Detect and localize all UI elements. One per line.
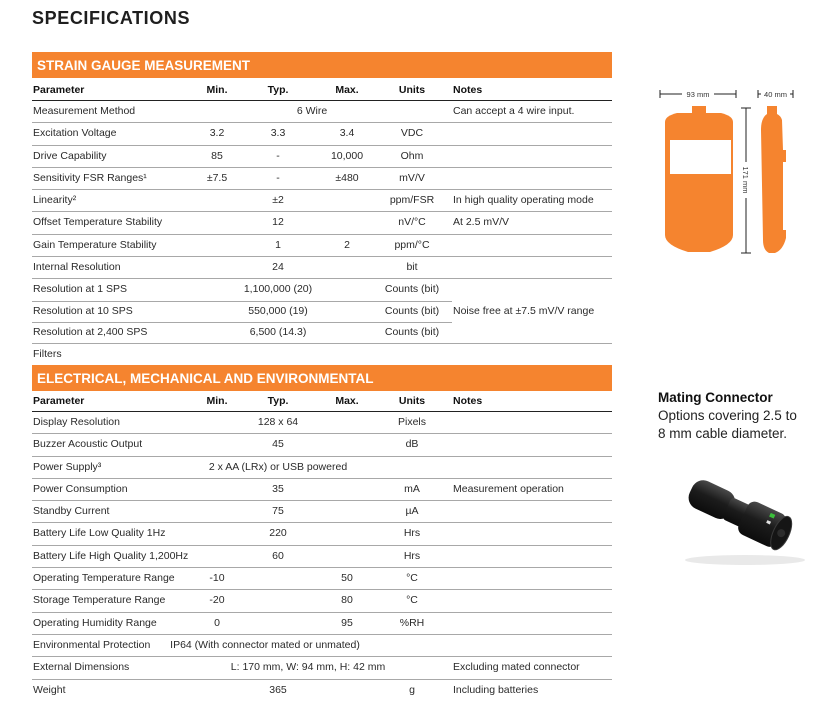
device-dimension-diagram bbox=[655, 80, 825, 255]
units-cell-text: mV/V bbox=[399, 171, 425, 184]
table-row bbox=[32, 657, 612, 679]
parameter-cell: Power Consumption bbox=[33, 482, 128, 495]
typ-cell-text: 35 bbox=[272, 482, 284, 495]
table-row bbox=[32, 523, 612, 545]
table-header-row bbox=[32, 80, 612, 101]
parameter-cell: Measurement Method bbox=[33, 105, 136, 117]
mating-connector-caption bbox=[658, 389, 828, 443]
merged-value-cell-text: IP64 (With connector mated or unmated) bbox=[170, 638, 360, 651]
table-row bbox=[32, 123, 612, 145]
column-header-min-text: Min. bbox=[206, 395, 228, 407]
mating-connector-description-line-2: 8 mm cable diameter. bbox=[658, 426, 788, 441]
mating-connector-image bbox=[655, 460, 825, 570]
min-cell-text: ±7.5 bbox=[206, 171, 228, 184]
min-cell-text: 85 bbox=[211, 149, 223, 162]
parameter-cell: Battery Life Low Quality 1Hz bbox=[33, 527, 166, 540]
column-header-parameter: Parameter bbox=[33, 395, 85, 407]
parameter-cell: Power Supply³ bbox=[33, 460, 102, 473]
typ-cell-text: 12 bbox=[272, 216, 284, 229]
parameter-cell: Sensitivity FSR Ranges¹ bbox=[33, 171, 147, 184]
units-cell-text: bit bbox=[406, 261, 418, 274]
table-row bbox=[32, 434, 612, 456]
units-cell-text: Hrs bbox=[403, 527, 421, 540]
merged-value-cell-text: 2 x AA (LRx) or USB powered bbox=[208, 460, 348, 473]
parameter-cell: Resolution at 1 SPS bbox=[33, 283, 127, 296]
typ-cell-text: 128 x 64 bbox=[257, 416, 299, 428]
typ-cell-text: 24 bbox=[272, 261, 284, 274]
parameter-cell: External Dimensions bbox=[33, 661, 130, 674]
parameter-cell: Offset Temperature Stability bbox=[33, 216, 163, 229]
parameter-cell: Filters bbox=[33, 348, 62, 361]
table-row bbox=[32, 190, 612, 212]
typ-cell-text: ±2 bbox=[272, 194, 284, 207]
typ-cell-text: - bbox=[276, 171, 280, 184]
table-row bbox=[32, 635, 612, 657]
units-cell-text: °C bbox=[406, 572, 418, 585]
typ-cell-text: 1,100,000 (20) bbox=[243, 283, 313, 296]
table-row bbox=[32, 235, 612, 257]
parameter-cell: Standby Current bbox=[33, 505, 110, 518]
typ-cell-text: 60 bbox=[272, 549, 284, 562]
units-cell-text: °C bbox=[406, 594, 418, 607]
table-row bbox=[32, 479, 612, 501]
front-view-device bbox=[665, 106, 733, 252]
table-row bbox=[32, 546, 612, 568]
parameter-cell: Buzzer Acoustic Output bbox=[33, 438, 143, 451]
table-row bbox=[32, 168, 612, 190]
merged-value-cell-text: L: 170 mm, W: 94 mm, H: 42 mm bbox=[230, 661, 386, 674]
width-label: 93 mm bbox=[686, 90, 710, 99]
column-header-parameter: Parameter bbox=[33, 84, 85, 96]
section-header-electrical: ELECTRICAL, MECHANICAL AND ENVIRONMENTAL bbox=[32, 365, 612, 391]
typ-cell-text: 75 bbox=[272, 505, 284, 518]
table-row bbox=[32, 412, 612, 434]
units-cell-text: g bbox=[409, 683, 415, 696]
height-dimension-line bbox=[741, 108, 751, 253]
typ-cell-text: 220 bbox=[269, 527, 287, 540]
units-cell-text: Pixels bbox=[397, 416, 427, 428]
notes-cell: Measurement operation bbox=[453, 482, 564, 495]
min-cell-text: -10 bbox=[209, 572, 225, 585]
parameter-cell: Resolution at 10 SPS bbox=[33, 304, 133, 317]
merged-value-cell-text: 6 Wire bbox=[296, 105, 328, 117]
height-label: 171 mm bbox=[741, 166, 750, 194]
column-header-max-text: Max. bbox=[335, 395, 359, 407]
column-header-typ-text: Typ. bbox=[267, 84, 289, 96]
electrical-table bbox=[32, 391, 612, 701]
units-cell-text: Hrs bbox=[403, 549, 421, 562]
parameter-cell: Environmental Protection bbox=[33, 638, 151, 651]
table-row bbox=[32, 101, 612, 123]
typ-cell-text: 365 bbox=[269, 683, 287, 696]
table-row bbox=[32, 146, 612, 168]
typ-cell-text: 45 bbox=[272, 438, 284, 451]
units-cell-text: %RH bbox=[399, 616, 425, 629]
units-cell-text: VDC bbox=[400, 127, 424, 140]
parameter-cell: Operating Temperature Range bbox=[33, 572, 175, 585]
typ-cell-text: 1 bbox=[275, 238, 281, 251]
table-row bbox=[32, 680, 612, 701]
table-header-row bbox=[32, 391, 612, 412]
parameter-cell: Storage Temperature Range bbox=[33, 594, 166, 607]
notes-cell: In high quality operating mode bbox=[453, 194, 594, 207]
units-cell-text: Counts (bit) bbox=[384, 304, 440, 317]
max-cell-text: 95 bbox=[341, 616, 353, 629]
width-dimension-line bbox=[660, 90, 736, 99]
parameter-cell: Battery Life High Quality 1,200Hz bbox=[33, 549, 189, 562]
notes-cell: At 2.5 mV/V bbox=[453, 216, 510, 229]
column-header-notes: Notes bbox=[453, 395, 483, 407]
parameter-cell: Gain Temperature Stability bbox=[33, 238, 157, 251]
units-cell-text: ppm/FSR bbox=[389, 194, 435, 207]
table-row bbox=[32, 457, 612, 479]
display-screen bbox=[670, 140, 731, 174]
table-row bbox=[32, 212, 612, 234]
parameter-cell: Internal Resolution bbox=[33, 261, 121, 274]
mating-connector-description-line-1: Options covering 2.5 to bbox=[658, 408, 797, 423]
min-cell-text: 3.2 bbox=[209, 127, 225, 140]
column-header-notes: Notes bbox=[453, 84, 483, 96]
table-row bbox=[32, 590, 612, 612]
table-row bbox=[32, 501, 612, 523]
typ-cell-text: 3.3 bbox=[270, 127, 286, 140]
units-cell-text: Counts (bit) bbox=[384, 325, 440, 338]
table-row bbox=[32, 322, 612, 344]
max-cell-text: 10,000 bbox=[330, 149, 364, 162]
max-cell-text: 80 bbox=[341, 594, 353, 607]
parameter-cell: Linearity² bbox=[33, 194, 77, 207]
table-row bbox=[32, 279, 612, 300]
notes-cell: Can accept a 4 wire input. bbox=[453, 105, 575, 117]
table-row bbox=[32, 257, 612, 279]
units-cell-text: mA bbox=[404, 482, 420, 495]
units-cell-text: µA bbox=[405, 505, 419, 518]
table-row bbox=[32, 344, 612, 365]
max-cell-text: 50 bbox=[341, 572, 353, 585]
min-cell-text: -20 bbox=[209, 594, 225, 607]
units-cell-text: ppm/°C bbox=[394, 238, 430, 251]
table-row bbox=[32, 613, 612, 635]
side-view-device bbox=[761, 106, 786, 253]
parameter-cell: Resolution at 2,400 SPS bbox=[33, 325, 148, 338]
max-cell-text: 3.4 bbox=[339, 127, 355, 140]
column-header-max-text: Max. bbox=[335, 84, 359, 96]
notes-cell: Noise free at ±7.5 mV/V range bbox=[453, 304, 595, 317]
min-cell-text: 0 bbox=[214, 616, 220, 629]
column-header-typ-text: Typ. bbox=[267, 395, 289, 407]
section-header-strain-gauge: STRAIN GAUGE MEASUREMENT bbox=[32, 52, 612, 78]
notes-cell: Including batteries bbox=[453, 683, 539, 696]
notes-cell: Excluding mated connector bbox=[453, 661, 580, 674]
parameter-cell: Weight bbox=[33, 683, 66, 696]
parameter-cell: Drive Capability bbox=[33, 149, 107, 162]
parameter-cell: Display Resolution bbox=[33, 416, 120, 428]
page-title: SPECIFICATIONS bbox=[32, 8, 191, 28]
units-cell-text: Ohm bbox=[400, 149, 424, 162]
max-cell-text: ±480 bbox=[335, 171, 359, 184]
units-cell-text: Counts (bit) bbox=[384, 283, 440, 296]
units-cell-text: dB bbox=[405, 438, 419, 451]
table-row bbox=[32, 568, 612, 590]
parameter-cell: Excitation Voltage bbox=[33, 127, 117, 140]
column-header-units-text: Units bbox=[398, 395, 426, 407]
max-cell-text: 2 bbox=[344, 238, 350, 251]
depth-dimension-line bbox=[758, 90, 793, 99]
depth-label: 40 mm bbox=[764, 90, 787, 99]
parameter-cell: Operating Humidity Range bbox=[33, 616, 157, 629]
table-row bbox=[32, 301, 612, 322]
strain-gauge-table bbox=[32, 80, 612, 366]
mating-connector-title: Mating Connector bbox=[658, 390, 773, 405]
column-header-units-text: Units bbox=[398, 84, 426, 96]
typ-cell-text: - bbox=[276, 149, 280, 162]
units-cell-text: nV/°C bbox=[398, 216, 426, 229]
typ-cell-text: 6,500 (14.3) bbox=[249, 325, 307, 338]
typ-cell-text: 550,000 (19) bbox=[248, 304, 308, 317]
column-header-min-text: Min. bbox=[206, 84, 228, 96]
